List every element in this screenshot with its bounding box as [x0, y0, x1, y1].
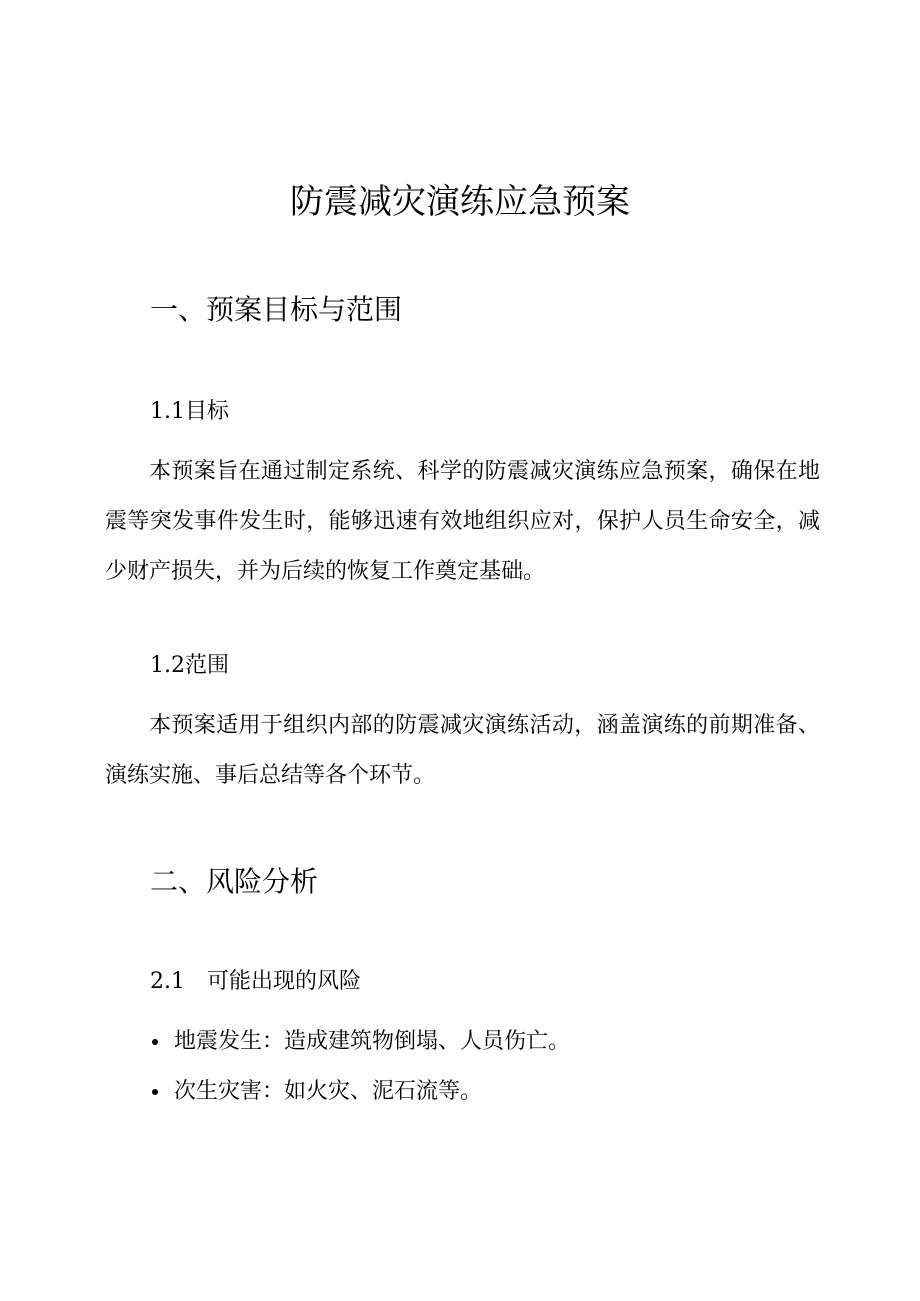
- list-item-text: 地震发生：造成建筑物倒塌、人员伤亡。: [174, 1029, 571, 1054]
- subsection-heading-2-1: 2.1 可能出现的风险: [150, 969, 361, 994]
- list-item-text: 次生灾害：如火灾、泥石流等。: [174, 1079, 483, 1104]
- bullet-icon: [152, 1089, 158, 1095]
- section-heading-1: 一、预案目标与范围: [150, 293, 403, 326]
- paragraph-scope: 本预案适用于组织内部的防震减灾演练活动，涵盖演练的前期准备、演练实施、事后总结等各个环节。: [105, 713, 820, 788]
- bullet-icon: [152, 1039, 158, 1045]
- list-item: [150, 1017, 570, 1067]
- subsection-heading-1-2: 1.2范围: [150, 653, 229, 678]
- subsection-heading-1-1: 1.1目标: [150, 399, 229, 424]
- document-title: 防震减灾演练应急预案: [290, 182, 630, 222]
- section-heading-2: 二、风险分析: [150, 865, 319, 898]
- risk-list: [150, 1017, 570, 1117]
- paragraph-goal: 本预案旨在通过制定系统、科学的防震减灾演练应急预案，确保在地震等突发事件发生时，能够迅速有效地组织应对，保护人员生命安全，减少财产损失，并为后续的恢复工作奠定基础。: [105, 459, 820, 584]
- list-item: [150, 1067, 570, 1117]
